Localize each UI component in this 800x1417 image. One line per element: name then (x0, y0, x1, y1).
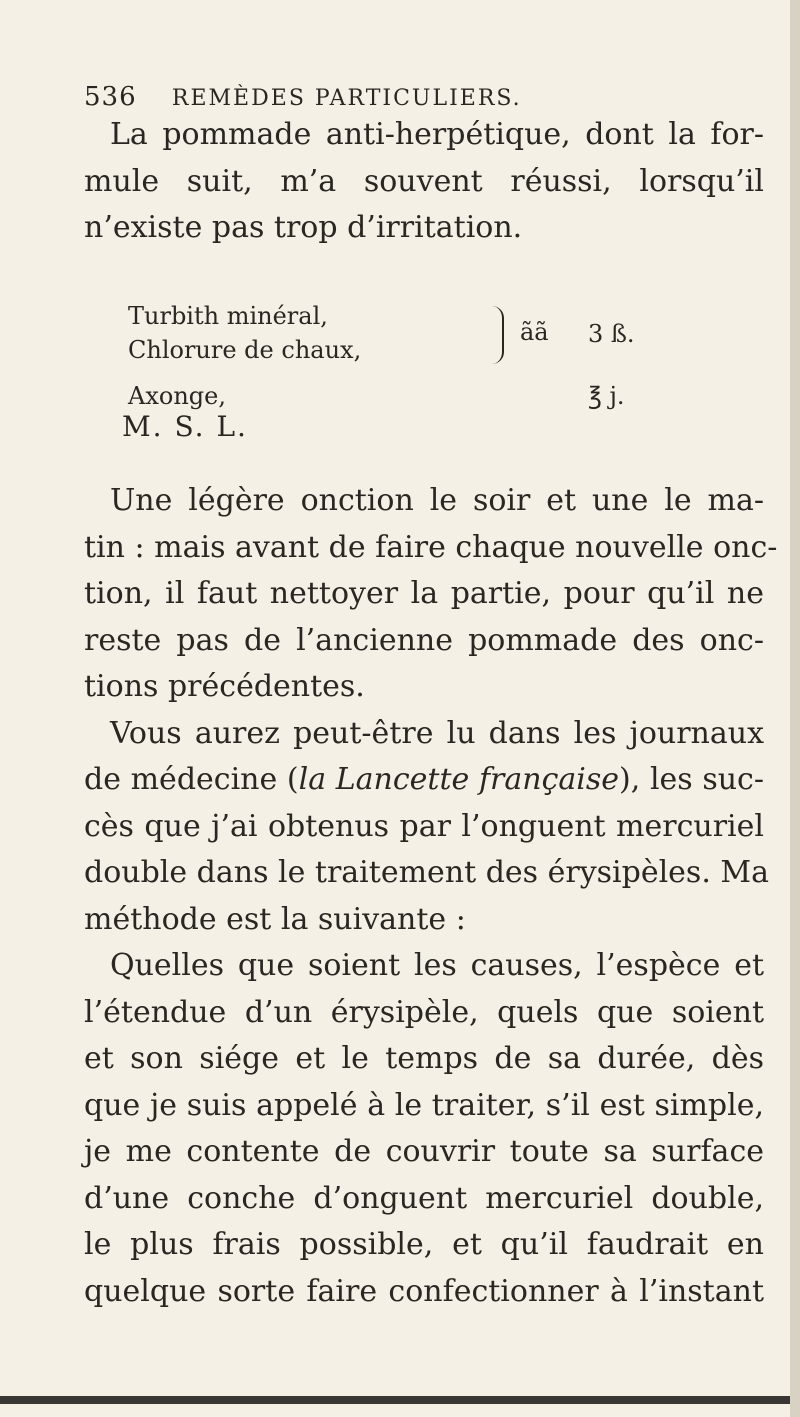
ingredient-2: Chlorure de chaux, (128, 336, 362, 364)
text-fragment: de médecine ( (84, 762, 299, 797)
text-line: tin : mais avant de faire chaque nouvelle onc- (84, 529, 778, 565)
text-line: n’existe pas trop d’irritation. (84, 210, 523, 245)
text-line: Quelles que soient les causes, l’espèce et (110, 948, 764, 983)
page-number: 536 (84, 82, 137, 112)
ingredient-3: Axonge, (128, 382, 226, 410)
text-fragment: ), les suc- (619, 762, 764, 797)
text-line: tion, il faut nettoyer la partie, pour qu’il ne (84, 576, 764, 611)
text-line: Vous aurez peut-être lu dans les journaux (110, 715, 764, 751)
text-line: le plus frais possible, et qu’il faudrait en (84, 1227, 764, 1262)
text-line: méthode est la suivante : (84, 901, 466, 937)
text-line: La pommade anti-herpétique, dont la for- (110, 117, 764, 152)
paragraph-intro (84, 112, 764, 252)
dose-2: ℥ j. (588, 382, 625, 410)
ana-symbol: ãã (520, 318, 549, 346)
brace-symbol (492, 306, 504, 364)
text-line (84, 757, 764, 804)
text-line: et son siége et le temps de sa durée, dès (84, 1041, 764, 1076)
journal-title: la Lancette française (298, 762, 620, 797)
text-line: cès que j’ai obtenus par l’onguent mercuriel (84, 808, 764, 844)
text-line: quelque sorte faire confectionner à l’instant (84, 1273, 764, 1309)
text-line: mule suit, m’a souvent réussi, lorsqu’il (84, 163, 764, 199)
dose-1: 3 ß. (588, 320, 635, 348)
formula-instruction: M. S. L. (122, 410, 248, 443)
page-header (84, 82, 724, 112)
text-line: tions précédentes. (84, 669, 365, 704)
page-bottom-edge (0, 1396, 800, 1404)
ingredient-1: Turbith minéral, (128, 302, 328, 330)
text-line: que je suis appelé à le traiter, s’il est simple, (84, 1087, 764, 1123)
running-title: REMÈDES PARTICULIERS. (171, 86, 522, 111)
text-line: double dans le traitement des érysipèles. Ma (84, 855, 770, 890)
text-line: reste pas de l’ancienne pommade des onc- (84, 622, 764, 658)
text-line: d’une conche d’onguent mercuriel double, (84, 1180, 764, 1216)
text-line: l’étendue d’un érysipèle, quels que soient (84, 994, 764, 1030)
page-right-edge (790, 0, 800, 1417)
text-line: je me contente de couvrir toute sa surface (84, 1134, 764, 1169)
paragraph-application (84, 478, 778, 1315)
text-line: Une légère onction le soir et une le ma- (110, 483, 764, 518)
